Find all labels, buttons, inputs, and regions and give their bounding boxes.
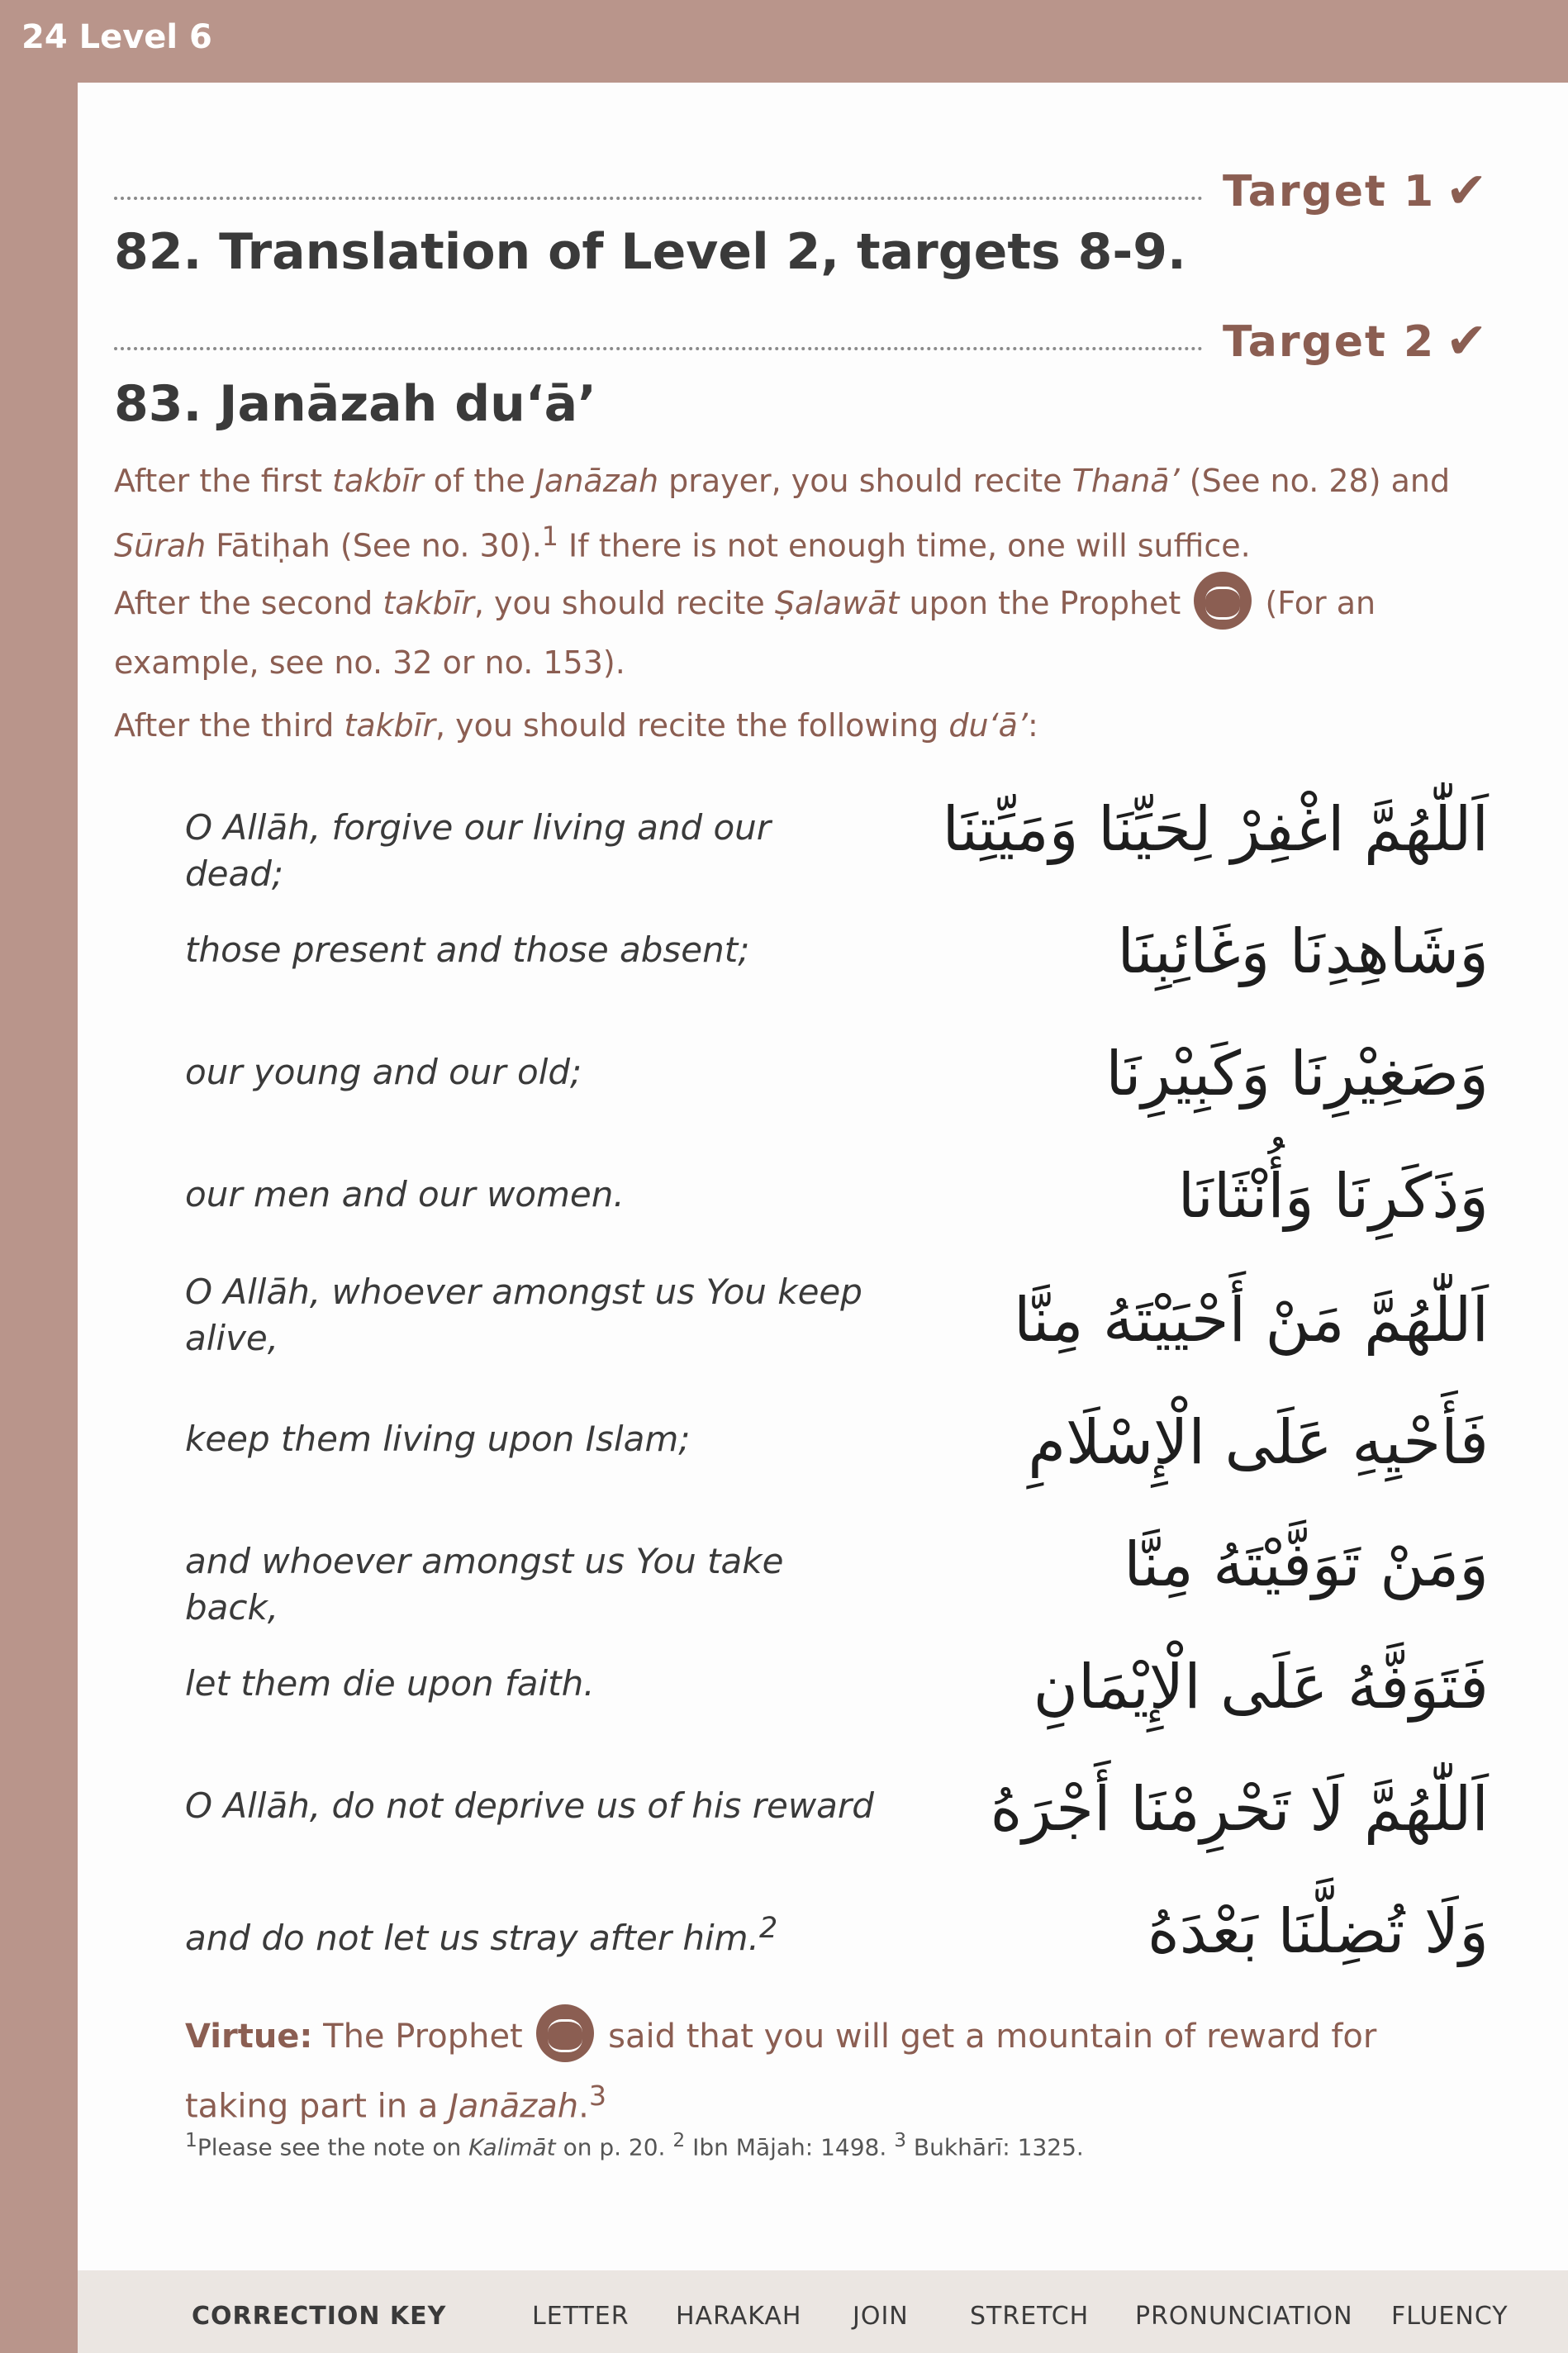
footnote-ref-2: 2 bbox=[758, 1912, 778, 1945]
dua-arabic-line: اَللّٰهُمَّ لَا تَحْرِمْنَا أَجْرَهُ bbox=[990, 1774, 1489, 1845]
dua-english-line: and do not let us stray after him.$^2$ bbox=[185, 1912, 778, 1958]
check-icon: ✔ bbox=[1446, 162, 1488, 220]
correction-key-stretch: STRETCH bbox=[970, 2302, 1090, 2331]
paragraph-third-takbir: After the third takbīr, you should recite the following du‘ā’: bbox=[114, 707, 1038, 744]
dua-arabic-line: وَمَنْ تَوَفَّيْتَهُ مِنَّا bbox=[1124, 1529, 1489, 1600]
dua-english-line: our men and our women. bbox=[185, 1174, 625, 1215]
virtue-label: Virtue: bbox=[185, 2018, 313, 2056]
dua-english-line: O Allāh, do not deprive us of his reward bbox=[185, 1785, 874, 1826]
salutation-seal-icon bbox=[536, 2004, 594, 2062]
dotted-rule-2 bbox=[114, 347, 1203, 350]
dua-english-line: those present and those absent; bbox=[185, 929, 750, 970]
dua-arabic-line: اَللّٰهُمَّ اغْفِرْ لِحَيِّنَا وَمَيِّتِنَا bbox=[942, 794, 1489, 865]
footnotes: $^1$Please see the note on Kalimāt on p. 20. $^2$ Ibn Mājah: 1498. $^3$ Bukhārī: 1325. bbox=[185, 2128, 1084, 2161]
page-label: 24 Level 6 bbox=[21, 18, 212, 56]
dua-arabic-line: فَأَحْيِهِ عَلَى الْإِسْلَامِ bbox=[1028, 1407, 1489, 1478]
paragraph-second-takbir: After the second takbīr, you should recite Ṣalawāt upon the Prophet (For an example, see no. 32 or no. 153). bbox=[114, 575, 1469, 691]
section-82-title: 82. Translation of Level 2, targets 8-9. bbox=[114, 223, 1186, 281]
section-83-title: 83. Janāzah du‘ā’ bbox=[114, 375, 596, 433]
dua-english-line: keep them living upon Islam; bbox=[185, 1419, 691, 1459]
dua-english-line: let them die upon faith. bbox=[185, 1663, 595, 1704]
top-band bbox=[0, 0, 1568, 83]
dua-english-line: O Allāh, forgive our living and our dead; bbox=[185, 807, 772, 894]
dua-arabic-line: فَتَوَفَّهُ عَلَى الْإِيْمَانِ bbox=[1033, 1652, 1489, 1723]
correction-key-label: CORRECTION KEY bbox=[192, 2302, 447, 2331]
dua-arabic-line: اَللّٰهُمَّ مَنْ أَحْيَيْتَهُ مِنَّا bbox=[1014, 1285, 1489, 1356]
correction-key-pronunciation: PRONUNCIATION bbox=[1135, 2302, 1353, 2331]
check-icon: ✔ bbox=[1446, 312, 1488, 370]
dua-english-line: and whoever amongst us You take back, bbox=[185, 1541, 784, 1628]
correction-key-join: JOIN bbox=[853, 2302, 909, 2331]
virtue-paragraph: Virtue: The Prophet said that you will get a mountain of reward for taking part in a Janāzah.$^3$ bbox=[185, 2008, 1490, 2135]
dua-english-line: our young and our old; bbox=[185, 1052, 582, 1092]
footnote-ref-1: 1 bbox=[541, 522, 558, 552]
dua-arabic-line: وَشَاهِدِنَا وَغَائِبِنَا bbox=[1117, 916, 1489, 987]
correction-key-fluency: FLUENCY bbox=[1391, 2302, 1509, 2331]
paragraph-first-takbir: After the first takbīr of the Janāzah prayer, you should recite Thanā’ (See no. 28) and Sūrah Fātiḥah (See no. 30).$^1$ If there is not enough time, one will suffice. bbox=[114, 463, 1451, 564]
correction-key-harakah: HARAKAH bbox=[676, 2302, 802, 2331]
dua-arabic-line: وَذَكَرِنَا وَأُنْثَانَا bbox=[1177, 1161, 1489, 1232]
correction-key-letter: LETTER bbox=[532, 2302, 630, 2331]
target-2-label: Target 2 bbox=[1223, 317, 1436, 367]
dua-english-line: O Allāh, whoever amongst us You keep alive, bbox=[185, 1272, 862, 1358]
salutation-seal-icon bbox=[1194, 572, 1252, 630]
footnote-ref-3: 3 bbox=[588, 2080, 607, 2112]
dua-arabic-line: وَلَا تُضِلَّنَا بَعْدَهُ bbox=[1147, 1896, 1489, 1967]
dotted-rule-1 bbox=[114, 197, 1203, 200]
dua-arabic-line: وَصَغِيْرِنَا وَكَبِيْرِنَا bbox=[1105, 1039, 1489, 1110]
target-1-label: Target 1 bbox=[1223, 167, 1436, 216]
